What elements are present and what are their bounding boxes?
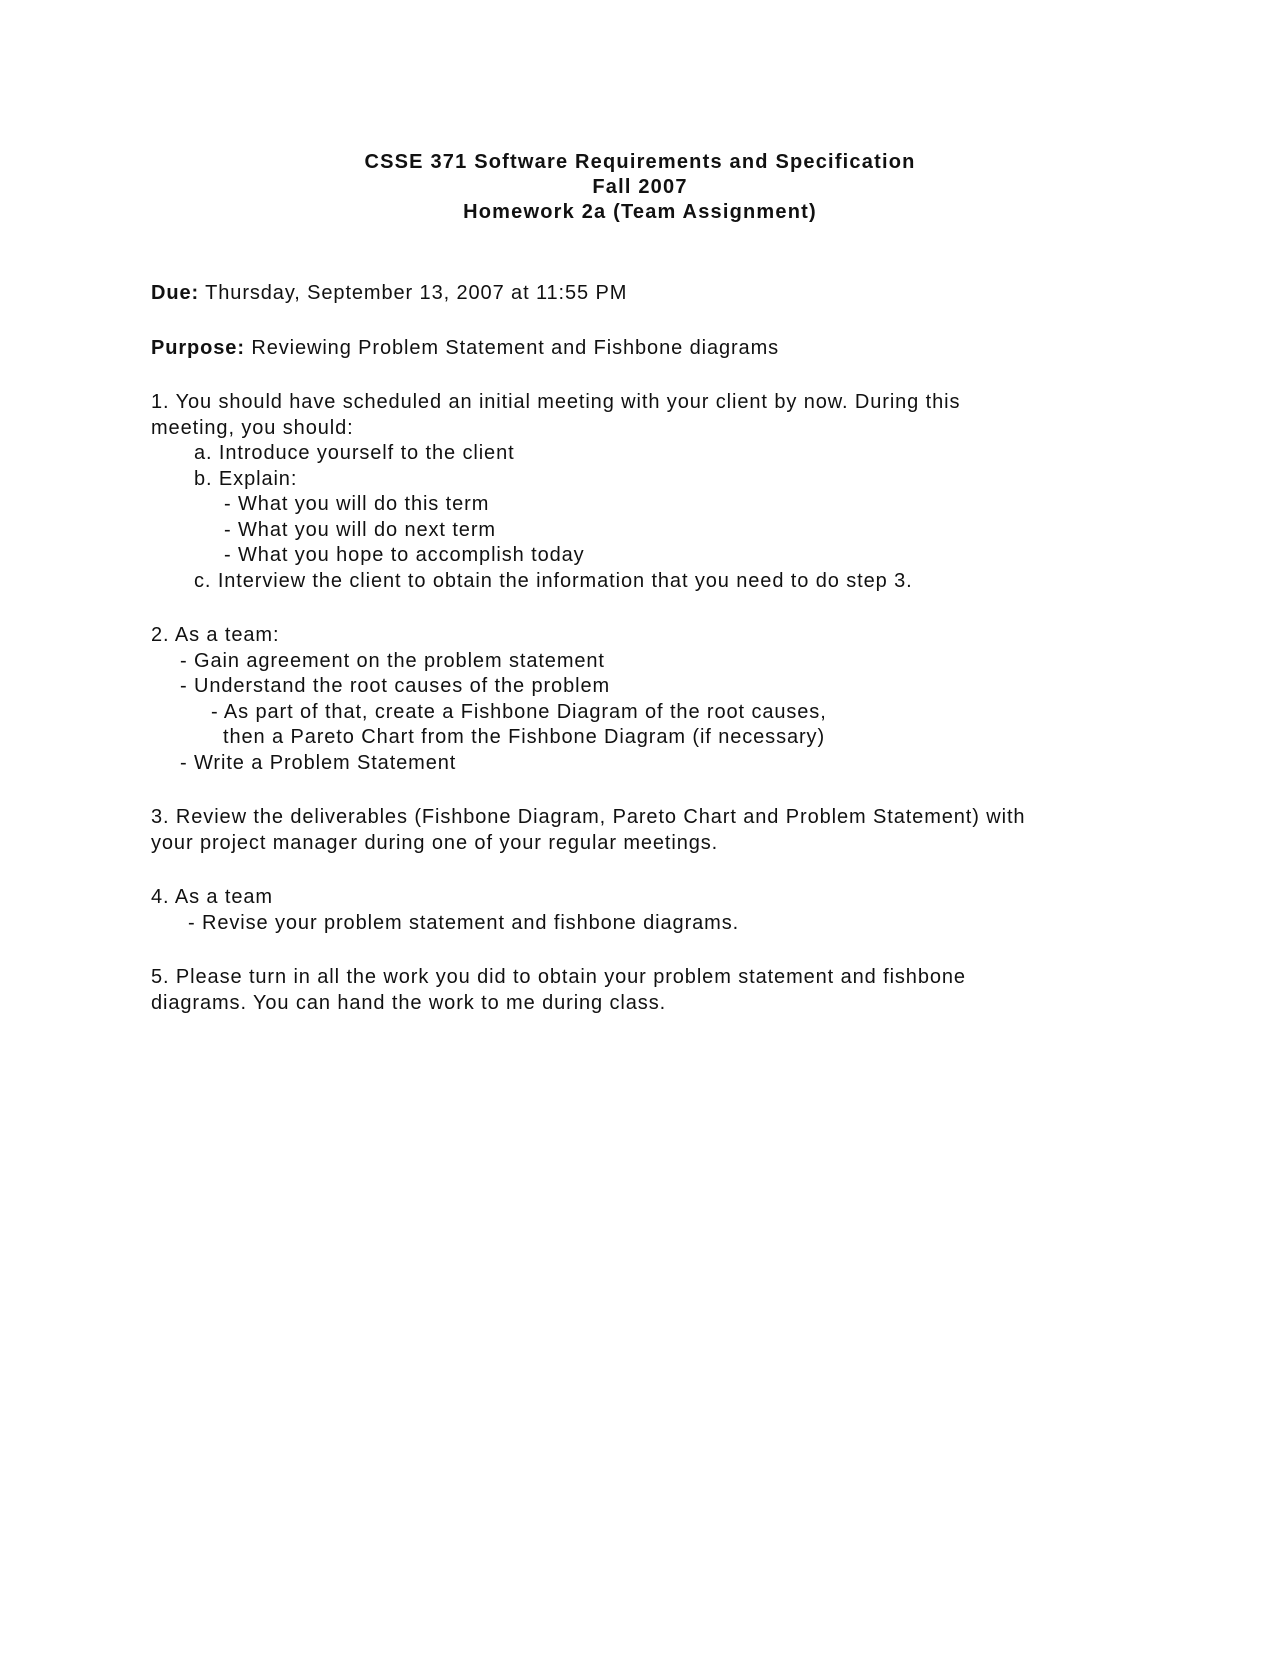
step-1-item-a: a. Introduce yourself to the client — [194, 442, 515, 464]
step-4 — [151, 885, 1151, 936]
step-1-item-b-2: - What you will do next term — [224, 518, 496, 541]
document-header — [0, 150, 1280, 225]
due-text: Thursday, September 13, 2007 at 11:55 PM — [205, 282, 628, 304]
document-body — [151, 281, 1151, 1016]
step-5 — [151, 965, 1151, 1016]
step-2-line-1: 2. As a team: — [151, 624, 280, 646]
purpose-label: Purpose: — [151, 336, 245, 359]
step-3-line-2: your project manager during one of your regular meetings. — [151, 831, 719, 854]
due-line — [151, 281, 1151, 307]
step-2-sub-2: then a Pareto Chart from the Fishbone Diagram (if necessary) — [223, 726, 826, 748]
step-4-line-1: 4. As a team — [151, 886, 273, 908]
step-1-item-c: c. Interview the client to obtain the information that you need to do step 3. — [194, 569, 913, 592]
due-label: Due: — [151, 282, 200, 304]
step-2-sub-1: - As part of that, create a Fishbone Diagram of the root causes, — [211, 700, 827, 723]
step-3-line-1: 3. Review the deliverables (Fishbone Diagram, Pareto Chart and Problem Statement) with — [151, 806, 1026, 828]
step-2-item-3: - Write a Problem Statement — [180, 751, 457, 774]
course-title: CSSE 371 Software Requirements and Specification — [364, 151, 916, 173]
step-1-line-2: meeting, you should: — [151, 416, 354, 439]
assignment-title: Homework 2a (Team Assignment) — [463, 201, 817, 223]
step-2 — [151, 623, 1151, 776]
step-4-item-1: - Revise your problem statement and fishbone diagrams. — [188, 911, 740, 934]
step-3 — [151, 805, 1151, 856]
step-1-item-b-1: - What you will do this term — [224, 493, 490, 515]
purpose-text: Reviewing Problem Statement and Fishbone diagrams — [251, 336, 780, 359]
purpose-line — [151, 336, 1151, 362]
step-1-line-1: 1. You should have scheduled an initial meeting with your client by now. During this — [151, 391, 961, 413]
step-5-line-2: diagrams. You can hand the work to me during class. — [151, 991, 667, 1014]
step-5-line-1: 5. Please turn in all the work you did to obtain your problem statement and fishbone — [151, 966, 966, 988]
step-1-item-b: b. Explain: — [194, 467, 298, 490]
step-2-item-2: - Understand the root causes of the problem — [180, 675, 611, 697]
step-1 — [151, 390, 1151, 594]
term-title: Fall 2007 — [592, 176, 688, 198]
step-2-item-1: - Gain agreement on the problem statement — [180, 649, 605, 672]
step-1-item-b-3: - What you hope to accomplish today — [224, 544, 585, 566]
